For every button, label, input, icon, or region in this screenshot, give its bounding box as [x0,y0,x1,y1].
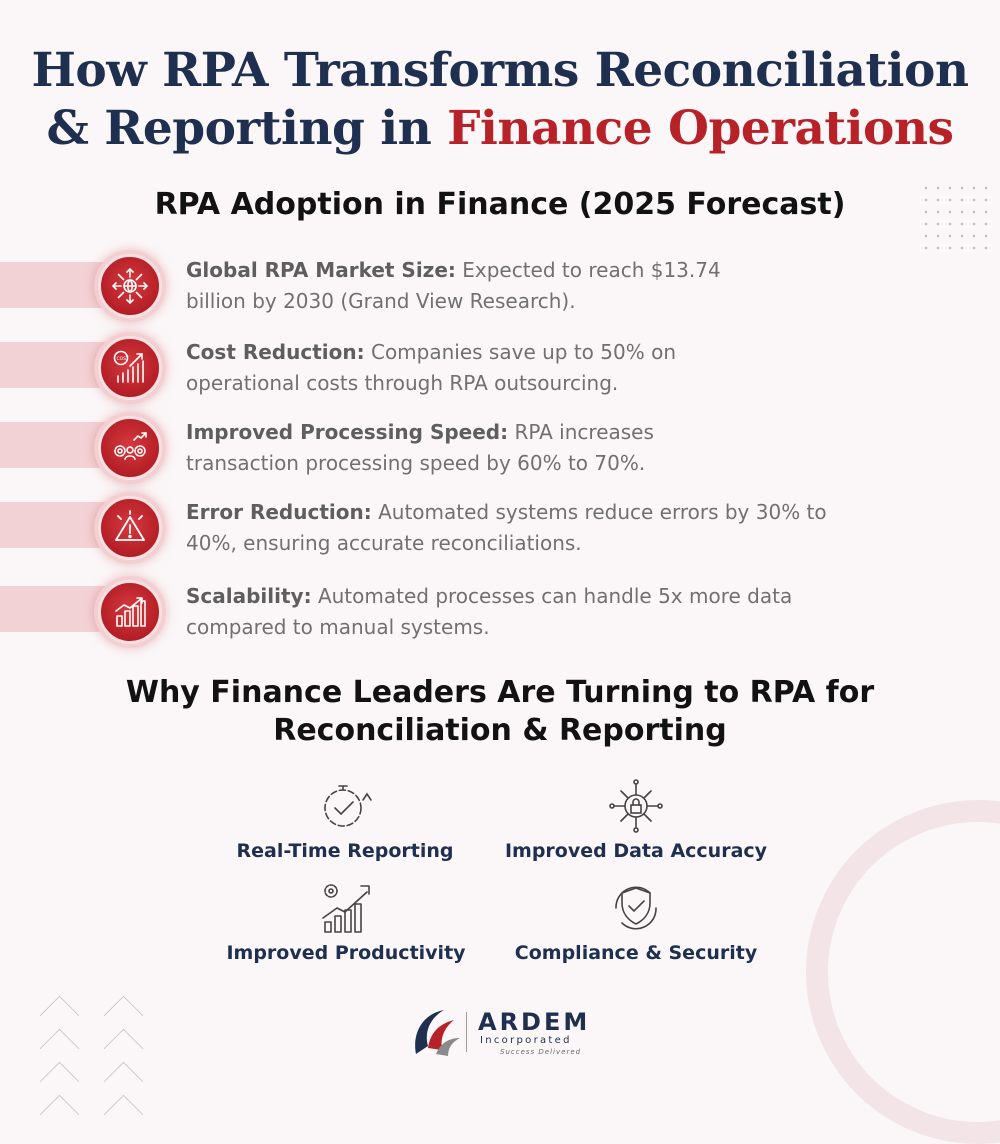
stat-value-cont: billion by 2030 (Grand View Research). [186,289,576,313]
title-line-1: How RPA Transforms Reconciliation [31,43,969,98]
globe-network-icon [98,254,162,318]
stat-processing-speed [186,417,876,479]
stat-market-size [186,255,876,317]
stat-label: Global RPA Market Size: [186,258,456,282]
cost-chart-icon [98,336,162,400]
stat-cost-reduction [186,337,876,399]
benefit-productivity [224,878,468,964]
stat-value-cont: 40%, ensuring accurate reconciliations. [186,531,582,555]
stat-scalability [186,581,876,643]
stopwatch-icon [315,776,375,836]
logo-tagline: Success Delivered [500,1048,582,1056]
stat-value-cont: operational costs through RPA outsourcing. [186,371,619,395]
growth-chart-icon [98,580,162,644]
lock-network-icon [606,776,666,836]
benefit-data-accuracy [500,776,772,862]
stat-label: Cost Reduction: [186,340,365,364]
stat-value: Automated processes can handle 5x more data [311,584,793,608]
stat-label: Error Reduction: [186,500,372,524]
ardem-mark-icon [408,1004,464,1060]
stat-band [0,342,110,388]
stat-value: Companies save up to 50% on [364,340,676,364]
logo-name: ARDEM [478,1008,591,1036]
decorative-chevrons-right [100,1000,139,1132]
benefit-label: Improved Data Accuracy [504,840,768,862]
svg-text:COST: COST [116,357,129,362]
why-heading-line-2: Reconciliation & Reporting [273,713,727,748]
stat-band [0,586,110,632]
stat-value: Automated systems reduce errors by 30% to [371,500,827,524]
stat-error-reduction [186,497,876,559]
benefit-compliance-security [510,878,762,964]
title-accent: Finance Operations [447,101,954,156]
stat-value: Expected to reach $13.74 [455,258,721,282]
decorative-chevrons-left [36,1000,75,1132]
why-heading-line-1: Why Finance Leaders Are Turning to RPA for [125,675,875,710]
stat-band [0,262,110,308]
why-heading [0,674,1000,750]
productivity-chart-icon [315,878,377,938]
background-ring [806,800,1000,1144]
stat-value-cont: compared to manual systems. [186,615,490,639]
stat-label: Scalability: [186,584,312,608]
benefit-label: Improved Productivity [226,942,466,964]
ardem-logo [408,1004,598,1064]
shield-check-icon [606,878,666,938]
page-title [0,42,1000,158]
logo-subtitle: Incorporated [480,1035,572,1046]
stat-label: Improved Processing Speed: [186,420,509,444]
gears-speed-icon [98,416,162,480]
stat-band [0,422,110,468]
benefit-real-time-reporting [230,776,460,862]
stat-value: RPA increases [508,420,654,444]
stat-value-cont: transaction processing speed by 60% to 70%. [186,451,646,475]
benefit-label: Compliance & Security [514,942,758,964]
logo-divider [466,1012,467,1052]
benefit-label: Real-Time Reporting [236,840,454,862]
stat-band [0,502,110,548]
title-line-2: & Reporting in [46,101,448,156]
adoption-heading: RPA Adoption in Finance (2025 Forecast) [154,187,846,222]
warning-icon [98,496,162,560]
